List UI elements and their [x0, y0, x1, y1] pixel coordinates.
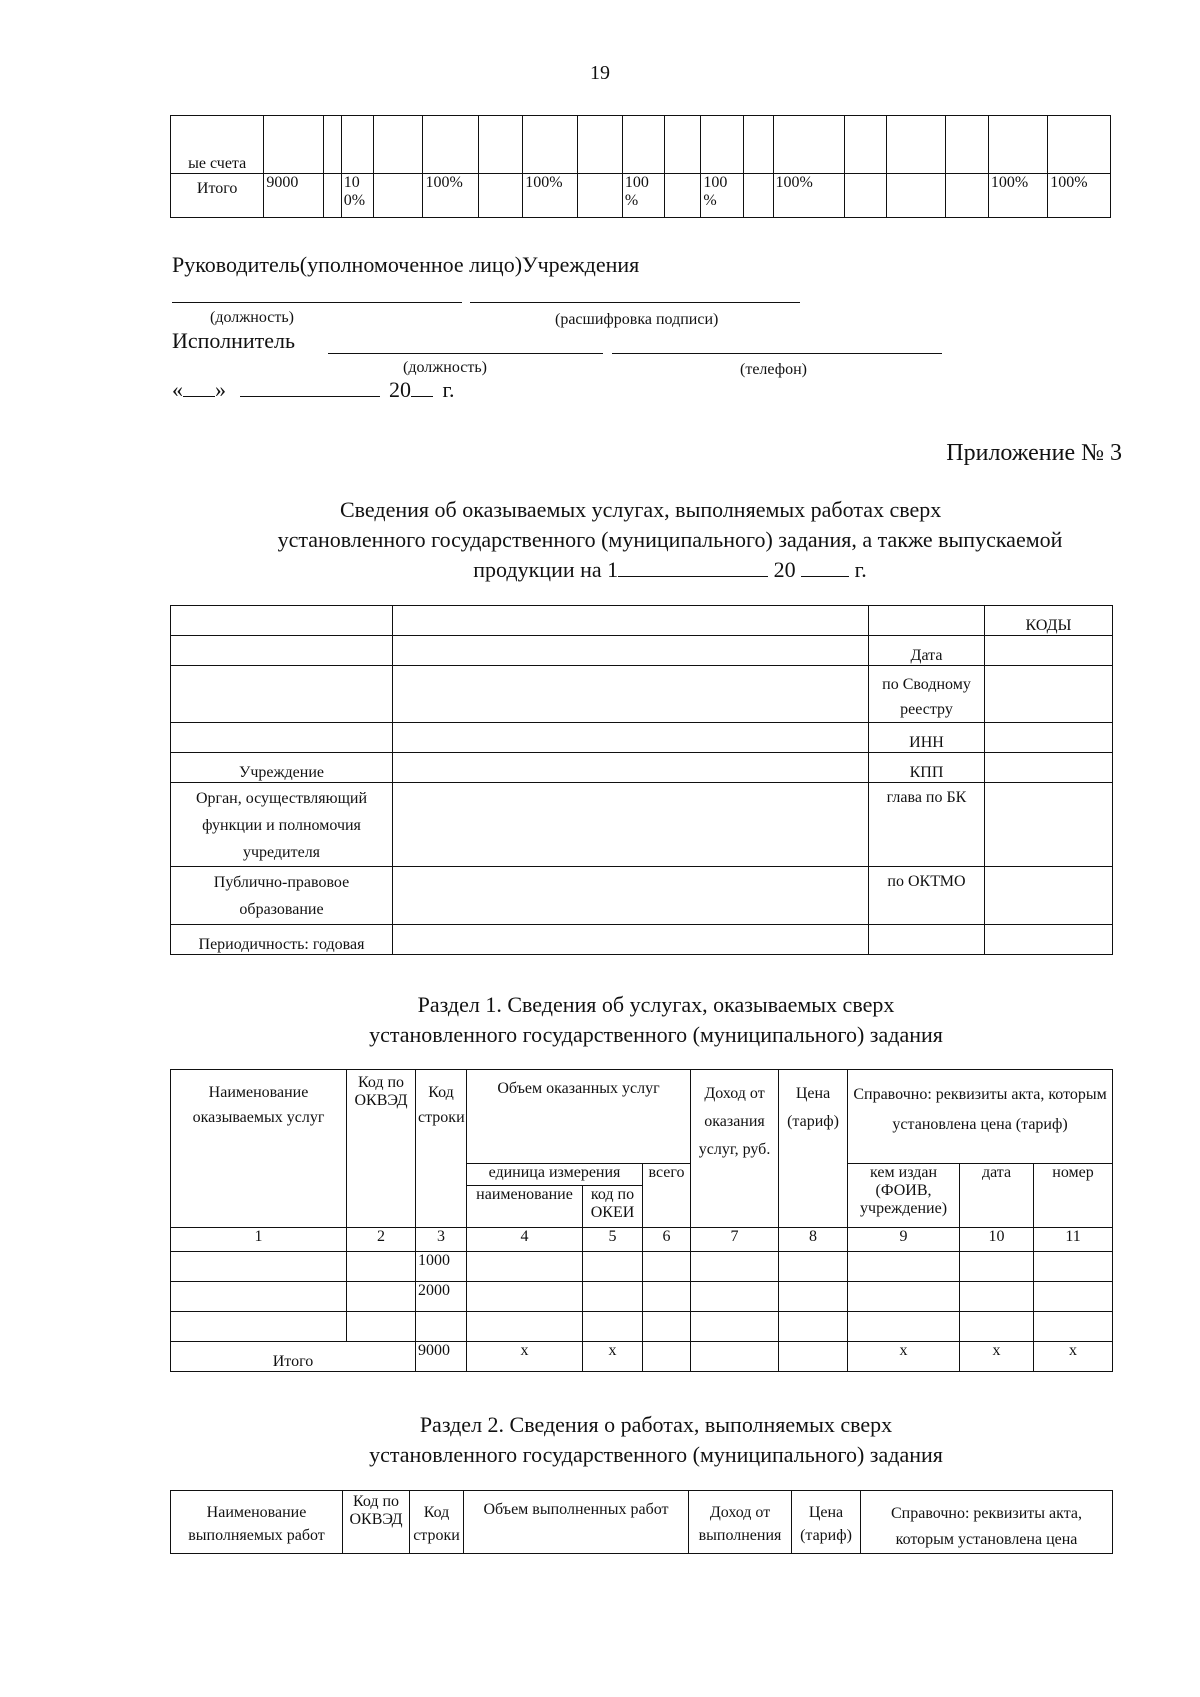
appendix-label: Приложение № 3: [946, 440, 1122, 466]
top-cell: 100 %: [622, 174, 664, 218]
s2-h-volume: Объем выполненных работ: [464, 1491, 689, 1554]
codes-header: КОДЫ: [985, 606, 1113, 636]
s2-h-name: Наименование выполняемых работ: [171, 1491, 343, 1554]
top-cell: 10 0%: [341, 174, 373, 218]
decode-caption: (расшифровка подписи): [555, 311, 719, 328]
date-line: « » 20 г.: [172, 377, 455, 402]
oktmo-label: по ОКТМО: [869, 867, 985, 925]
s1-h-unit: единица измерения: [467, 1164, 643, 1186]
kpp-label: КПП: [869, 753, 985, 783]
s1-h-row-code: Код строки: [416, 1070, 467, 1228]
s2-h-row-code: Код строки: [410, 1491, 464, 1554]
table-row: [171, 1312, 1113, 1342]
s1-h-date: дата: [960, 1164, 1034, 1228]
s2-h-price: Цена (тариф): [792, 1491, 861, 1554]
top-cell: 100 %: [701, 174, 743, 218]
s1-h-ref: Справочно: реквизиты акта, которым установлена цена (тариф): [848, 1070, 1113, 1164]
s1-h-number: номер: [1034, 1164, 1113, 1228]
executor-label: Исполнитель: [172, 328, 296, 353]
top-row-label: ые счета: [171, 116, 264, 174]
section2-table: [170, 1490, 1113, 1554]
phone-caption: (телефон): [740, 361, 807, 378]
period-label: Периодичность: годовая: [171, 925, 393, 955]
table-row: 1000: [171, 1252, 1113, 1282]
s2-h-ref: Справочно: реквизиты акта, которым установлена цена: [861, 1491, 1113, 1554]
top-total-label: Итого: [171, 174, 264, 218]
s1-h-volume: Объем оказанных услуг: [467, 1070, 691, 1164]
s1-h-name: Наименование оказываемых услуг: [171, 1070, 347, 1228]
section1-title: Раздел 1. Сведения об услугах, оказываемых сверх установленного государственного (муниципального) задания: [369, 992, 943, 1047]
main-title: Сведения об оказываемых услугах, выполняемых работах сверх установленного государственного (муниципального) задания, а также выпускаемой продукции на 1 20 г.: [277, 497, 1063, 582]
header-table: [170, 605, 1113, 955]
head-label: Руководитель(уполномоченное лицо)Учреждения: [172, 252, 640, 277]
s1-h-unit-name: наименование: [467, 1186, 583, 1228]
s2-h-okved: Код по ОКВЭД: [343, 1491, 410, 1554]
section2-title: Раздел 2. Сведения о работах, выполняемых сверх установленного государственного (муниципального) задания: [369, 1412, 943, 1467]
inn-label: ИНН: [869, 723, 985, 753]
glava-label: глава по БК: [869, 783, 985, 867]
top-cell: 100%: [1048, 174, 1111, 218]
top-cell: 100%: [523, 174, 578, 218]
table-row: 2000: [171, 1282, 1113, 1312]
organ-label: Орган, осуществляющий функции и полномочия учредителя: [171, 783, 393, 867]
section1-table: [170, 1069, 1113, 1372]
s1-h-okved: Код по ОКВЭД: [347, 1070, 416, 1228]
s1-h-price: Цена (тариф): [779, 1070, 848, 1228]
top-table: [170, 115, 1111, 218]
total-row: Итого 9000 x x x x x: [171, 1342, 1113, 1372]
page-number: 19: [590, 62, 610, 84]
s1-h-okei: код по ОКЕИ: [583, 1186, 643, 1228]
executor-position-caption: (должность): [403, 359, 487, 376]
s1-col-numbers: 1 2 3 4 5 6 7 8 9 10 11: [171, 1228, 1113, 1252]
position-caption: (должность): [210, 309, 294, 326]
s1-h-total: всего: [643, 1164, 691, 1228]
s2-h-income: Доход от выполнения: [689, 1491, 792, 1554]
top-cell: 100%: [773, 174, 844, 218]
svodny-label: по Сводному реестру: [869, 666, 985, 723]
top-cell: 100%: [423, 174, 478, 218]
date-label: Дата: [869, 636, 985, 666]
top-total-code: 9000: [264, 174, 323, 218]
s1-h-issued: кем издан (ФОИВ, учреждение): [848, 1164, 960, 1228]
public-label: Публично-правовое образование: [171, 867, 393, 925]
s1-h-income: Доход от оказания услуг, руб.: [691, 1070, 779, 1228]
institution-label: Учреждение: [171, 753, 393, 783]
top-cell: 100%: [988, 174, 1047, 218]
